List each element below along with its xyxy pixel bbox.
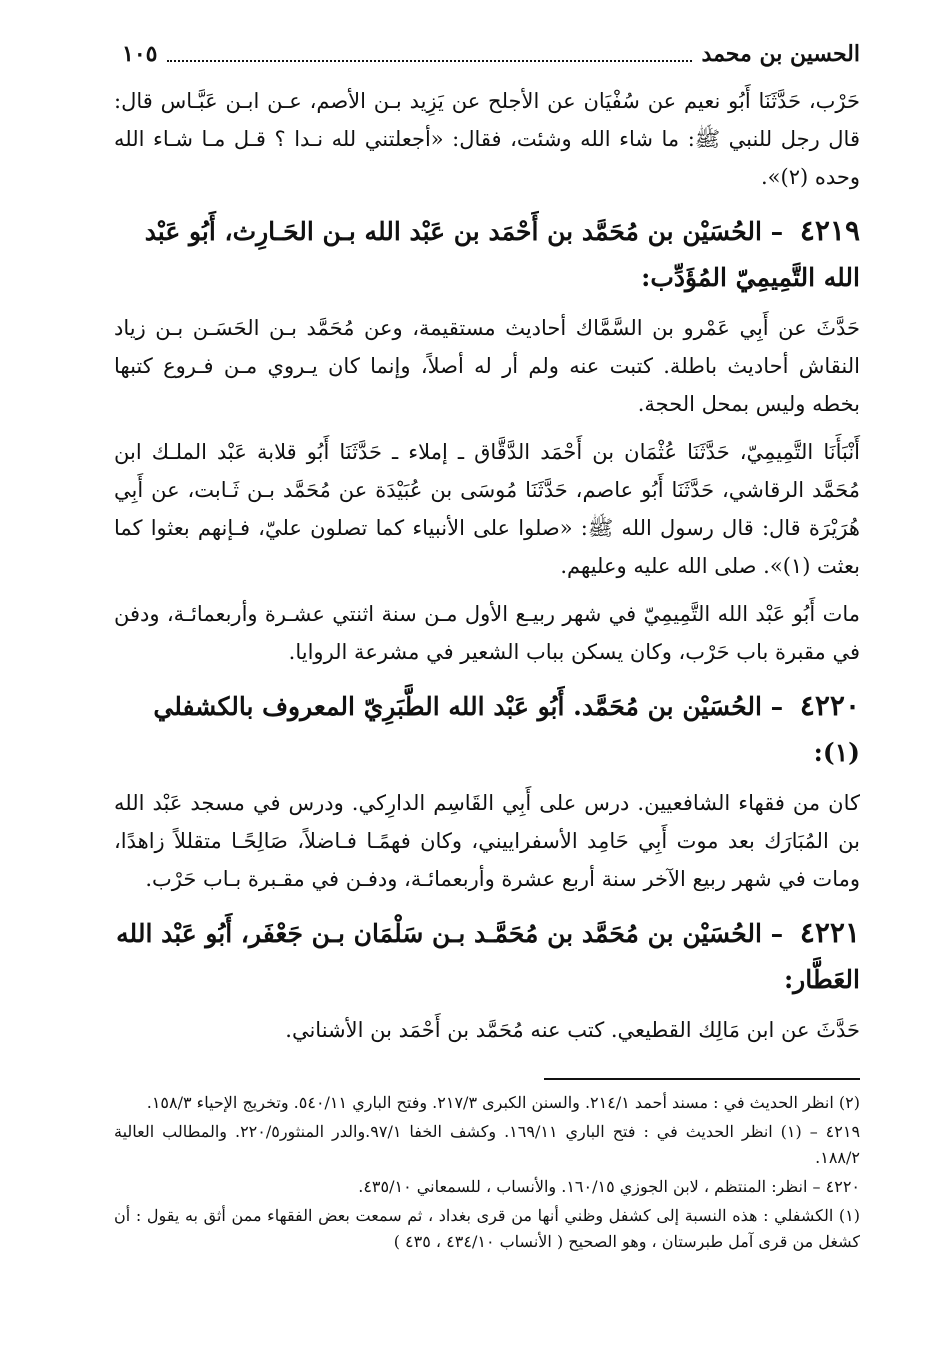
footnotes	[114, 1090, 860, 1258]
entry-heading-4221	[114, 910, 860, 1003]
footnote: (٢) انظر الحديث في : مسند أحمد ٢١٤/١. والسنن الكبرى ٢١٧/٣. وفتح الباري ٥٤٠/١١. وتخريج الإحياء ١٥٨/٣.	[146, 1093, 860, 1112]
paragraph: أَنْبَأَنَا التَّمِيمِيّ، حَدَّثَنَا عُثْمَان بن أَحْمَد الدَّقَّاق ـ إملاء ـ حَدَّثَنَا أَبُو قلابة عَبْد الملـك ابن مُحَمَّد الرقاشي، حَدَّثَنَا أَبُو عاصم، حَدَّثَنَا مُوسَى بن عُبَيْدَة عن مُحَمَّد بـن ثَـابت، عن أَبِي هُرَيْرَة قال: قال رسول الله ﷺ: «صلوا على الأنبياء كما تصلون عليّ، فـإنهم بعثوا كما بعثت (١)». صلى الله عليه وعليهم.	[114, 440, 860, 578]
footnote: (١) الكشفلي : هذه النسبة إلى كشفل وظني أنها من قرى بغداد ، ثم سمعت بعض الفقهاء ممن أثق به يقول : أن كشغل من قرى آمل طبرستان ، وهو الصحيح ( الأنساب ٤٣٤/١٠ ، ٤٣٥ )	[114, 1206, 860, 1251]
entry-title: – الحُسَيْن بن مُحَمَّد بن مُحَمَّـد بـن سَلْمَان بـن جَعْفَر، أَبُو عَبْد الله العَطَّار:	[116, 919, 860, 994]
entry-heading-4219	[114, 208, 860, 301]
paragraph: حَدَّثَ عن ابن مَالِك القطيعي. كتب عنه مُحَمَّد بن أَحْمَد بن الأشناني.	[285, 1018, 860, 1042]
page-number: ١٠٥	[122, 41, 158, 67]
header-dot-leader	[167, 46, 691, 62]
paragraph: حَرْب، حَدَّثَنَا أَبُو نعيم عن سُفْيَان عن الأجلح عن يَزِيد بـن الأصم، عـن ابـن عَبَّـاس قال: قال رجل للنبي ﷺ: ما شاء الله وشئت، فقال: «أجعلتني لله نـدا ؟ قـل مـا شـاء الله وحده (٢)».	[114, 89, 860, 189]
footnote: ٤٢٢٠ – انظر: المنتظم ، لابن الجوزي ١٦٠/١٥. والأنساب ، للسمعاني ٤٣٥/١٠.	[358, 1177, 860, 1196]
main-text	[114, 82, 860, 1049]
entry-number: ٤٢٢٠	[799, 689, 860, 722]
footnote: ٤٢١٩ – (١) انظر الحديث في : فتح الباري ١٦٩/١١. وكشف الخفا ٩٧/١.والدر المنثور٢٢٠/٥. والمطالب العالية ١٨٨/٢.	[114, 1122, 861, 1167]
running-title: الحسين بن محمد	[701, 41, 860, 67]
paragraph: حَدَّثَ عن أَبِي عَمْرو بن السَّمَّاك أحاديث مستقيمة، وعن مُحَمَّد بـن الحَسَـن بـن زياد النقاش أحاديث باطلة. كتبت عنه ولم أر له أصلاً، وإنما كان يـروي مـن فـروع كتبها بخطه وليس بمحل الحجة.	[114, 316, 860, 416]
paragraph: كان من فقهاء الشافعيين. درس على أَبِي القَاسِم الدارِكي. ودرس في مسجد عَبْد الله بن المُبَارَك بعد موت أَبِي حَامِد الأسفراييني، وكان فهمًـا فـاضلاً، صَالِحًـا متقللاً زاهدًا، ومات في شهر ربيع الآخر سنة أربع عشرة وأربعمائـة، ودفـن في مقـبرة بـاب حَرْب.	[114, 791, 860, 891]
entry-number: ٤٢١٩	[799, 214, 860, 247]
entry-number: ٤٢٢١	[799, 916, 860, 949]
page-header	[122, 34, 860, 74]
paragraph: مات أَبُو عَبْد الله التَّمِيمِيّ في شهر ربيـع الأول مـن سنة اثنتي عشـرة وأربعمائـة، ودفن في مقبرة باب حَرْب، وكان يسكن بباب الشعير في مشرعة الروايا.	[114, 602, 860, 664]
entry-title: – الحُسَيْن بن مُحَمَّد بن أَحْمَد بن عَبْد الله بـن الحَـارِث، أَبُو عَبْد الله التَّمِيمِيّ المُؤَدِّب:	[144, 217, 860, 292]
entry-title: – الحُسَيْن بن مُحَمَّد. أَبُو عَبْد الله الطَّبَرِيّ المعروف بالكشفلي (١):	[153, 692, 860, 767]
footnote-separator	[544, 1078, 860, 1080]
entry-heading-4220	[114, 683, 860, 776]
